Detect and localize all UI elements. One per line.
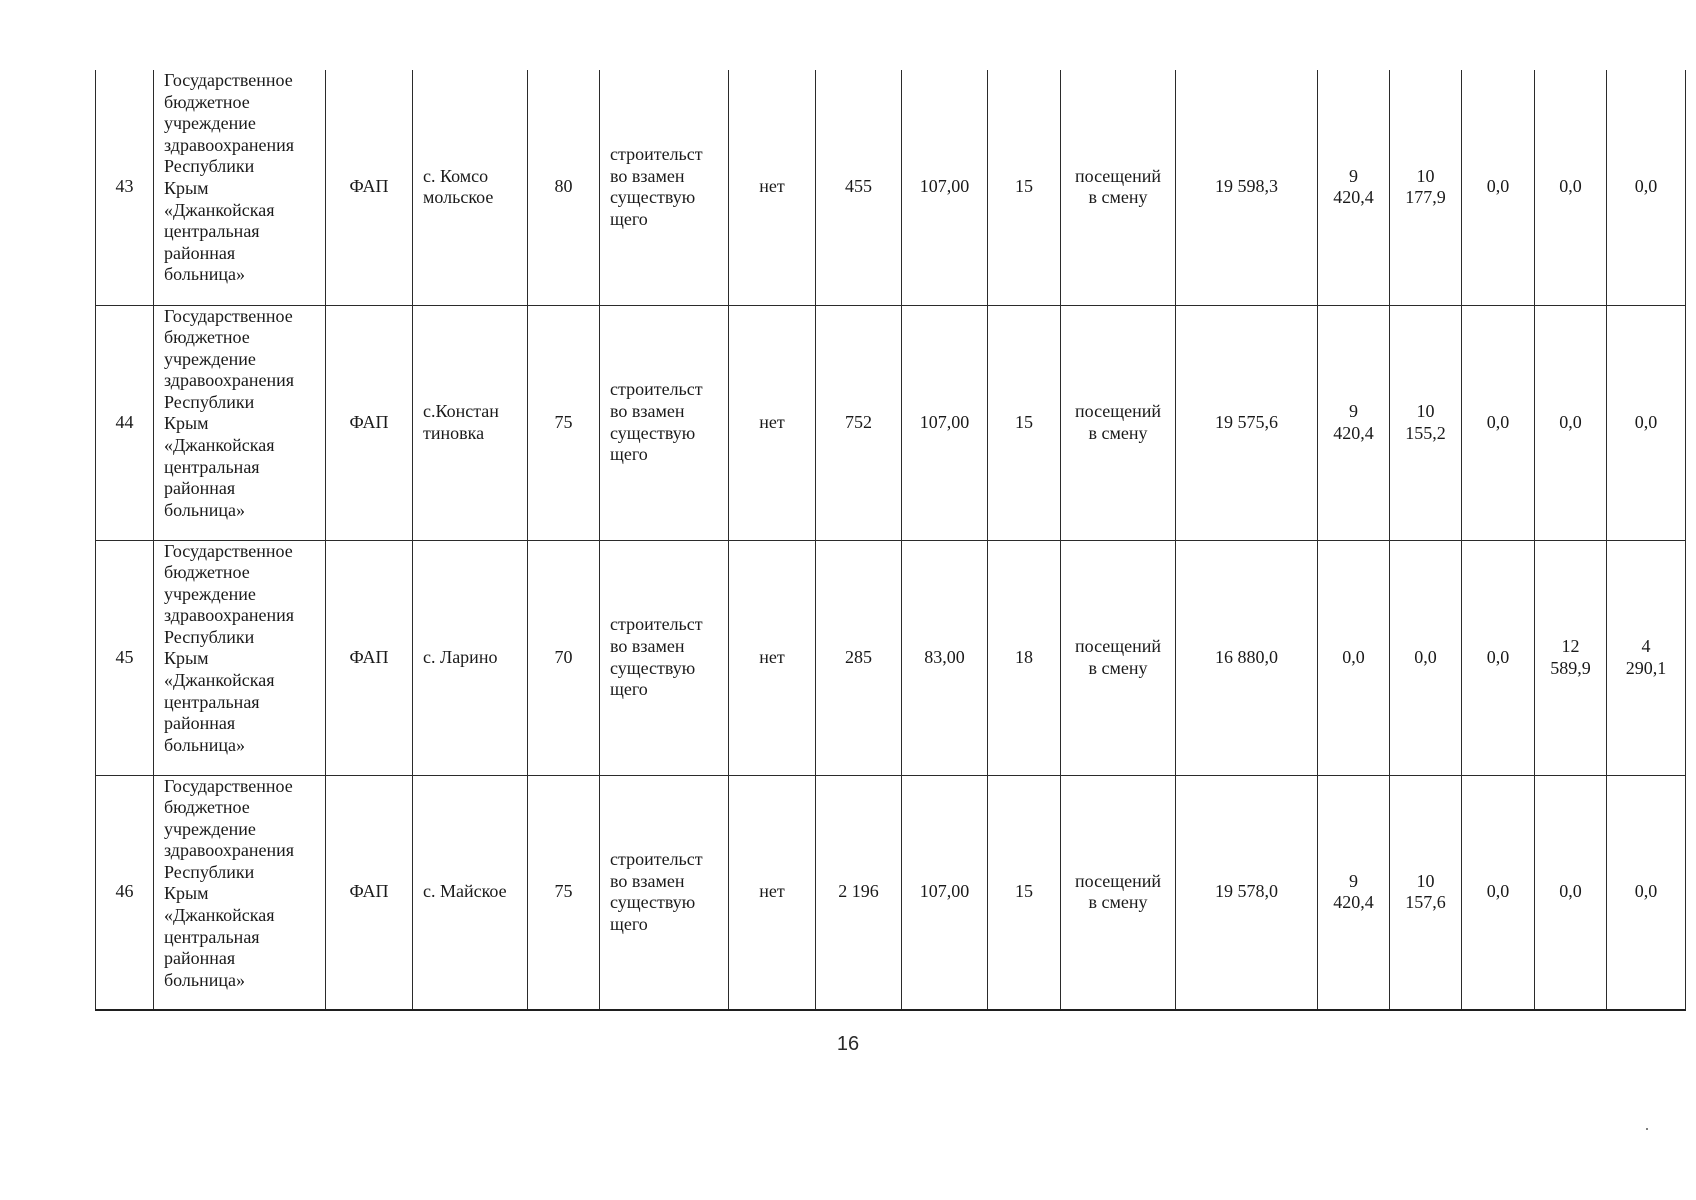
staff-cell: 15 [988, 775, 1061, 1010]
organization-name: Государственное бюджетное учреждение здравоохранения Республики Крым «Джанкойская центральная районная больница» [164, 775, 295, 990]
area-cell: 83,00 [902, 540, 988, 775]
unit-cell: посещений в смену [1061, 70, 1176, 305]
organization-cell [154, 70, 326, 305]
row-number-cell: 44 [96, 305, 154, 540]
period-3-cell: 0,0 [1462, 305, 1535, 540]
period-1-cell: 9 420,4 [1318, 70, 1390, 305]
period-1-cell: 9 420,4 [1318, 305, 1390, 540]
capacity-cell: 70 [528, 540, 600, 775]
facility-type-cell: ФАП [326, 775, 413, 1010]
capacity-cell: 75 [528, 305, 600, 540]
organization-cell [154, 775, 326, 1010]
population-cell: 752 [816, 305, 902, 540]
total-cost-cell: 19 598,3 [1176, 70, 1318, 305]
population-cell: 285 [816, 540, 902, 775]
period-5-cell: 0,0 [1607, 305, 1686, 540]
table-row [96, 70, 1686, 305]
facility-type-cell: ФАП [326, 70, 413, 305]
organization-cell [154, 305, 326, 540]
table-row [96, 775, 1686, 1010]
organization-name: Государственное бюджетное учреждение здравоохранения Республики Крым «Джанкойская центральная районная больница» [164, 70, 295, 285]
location-cell: с. Комсо мольское [413, 70, 528, 305]
period-3-cell: 0,0 [1462, 540, 1535, 775]
flag-cell: нет [729, 540, 816, 775]
capacity-cell: 80 [528, 70, 600, 305]
work-kind-cell: строительст во взамен существую щего [600, 775, 729, 1010]
location-cell: с.Констан тиновка [413, 305, 528, 540]
period-5-cell: 0,0 [1607, 775, 1686, 1010]
row-number-cell: 43 [96, 70, 154, 305]
staff-cell: 18 [988, 540, 1061, 775]
flag-cell: нет [729, 775, 816, 1010]
work-kind-cell: строительст во взамен существую щего [600, 70, 729, 305]
unit-cell: посещений в смену [1061, 775, 1176, 1010]
population-cell: 2 196 [816, 775, 902, 1010]
location-cell: с. Ларино [413, 540, 528, 775]
staff-cell: 15 [988, 305, 1061, 540]
unit-cell: посещений в смену [1061, 305, 1176, 540]
total-cost-cell: 19 575,6 [1176, 305, 1318, 540]
table-row [96, 540, 1686, 775]
row-number-cell: 46 [96, 775, 154, 1010]
area-cell: 107,00 [902, 775, 988, 1010]
facility-type-cell: ФАП [326, 305, 413, 540]
work-kind-cell: строительст во взамен существую щего [600, 540, 729, 775]
row-number-cell: 45 [96, 540, 154, 775]
total-cost-cell: 19 578,0 [1176, 775, 1318, 1010]
work-kind-cell: строительст во взамен существую щего [600, 305, 729, 540]
staff-cell: 15 [988, 70, 1061, 305]
organization-name: Государственное бюджетное учреждение здравоохранения Республики Крым «Джанкойская центральная районная больница» [164, 305, 295, 520]
page-number: 16 [836, 1033, 860, 1055]
period-5-cell: 4 290,1 [1607, 540, 1686, 775]
period-1-cell: 0,0 [1318, 540, 1390, 775]
period-2-cell: 10 177,9 [1390, 70, 1462, 305]
period-2-cell: 10 155,2 [1390, 305, 1462, 540]
facility-type-cell: ФАП [326, 540, 413, 775]
area-cell: 107,00 [902, 305, 988, 540]
period-2-cell: 10 157,6 [1390, 775, 1462, 1010]
period-1-cell: 9 420,4 [1318, 775, 1390, 1010]
flag-cell: нет [729, 70, 816, 305]
population-cell: 455 [816, 70, 902, 305]
table-row [96, 305, 1686, 540]
flag-cell: нет [729, 305, 816, 540]
scan-speck [1646, 1128, 1648, 1130]
location-cell: с. Майское [413, 775, 528, 1010]
table-body [96, 70, 1686, 1010]
period-4-cell: 0,0 [1535, 775, 1607, 1010]
period-4-cell: 0,0 [1535, 70, 1607, 305]
period-2-cell: 0,0 [1390, 540, 1462, 775]
period-3-cell: 0,0 [1462, 775, 1535, 1010]
period-5-cell: 0,0 [1607, 70, 1686, 305]
facilities-table [95, 70, 1686, 1011]
capacity-cell: 75 [528, 775, 600, 1010]
period-4-cell: 12 589,9 [1535, 540, 1607, 775]
period-4-cell: 0,0 [1535, 305, 1607, 540]
organization-cell [154, 540, 326, 775]
organization-name: Государственное бюджетное учреждение здравоохранения Республики Крым «Джанкойская центральная районная больница» [164, 540, 295, 755]
total-cost-cell: 16 880,0 [1176, 540, 1318, 775]
area-cell: 107,00 [902, 70, 988, 305]
period-3-cell: 0,0 [1462, 70, 1535, 305]
unit-cell: посещений в смену [1061, 540, 1176, 775]
